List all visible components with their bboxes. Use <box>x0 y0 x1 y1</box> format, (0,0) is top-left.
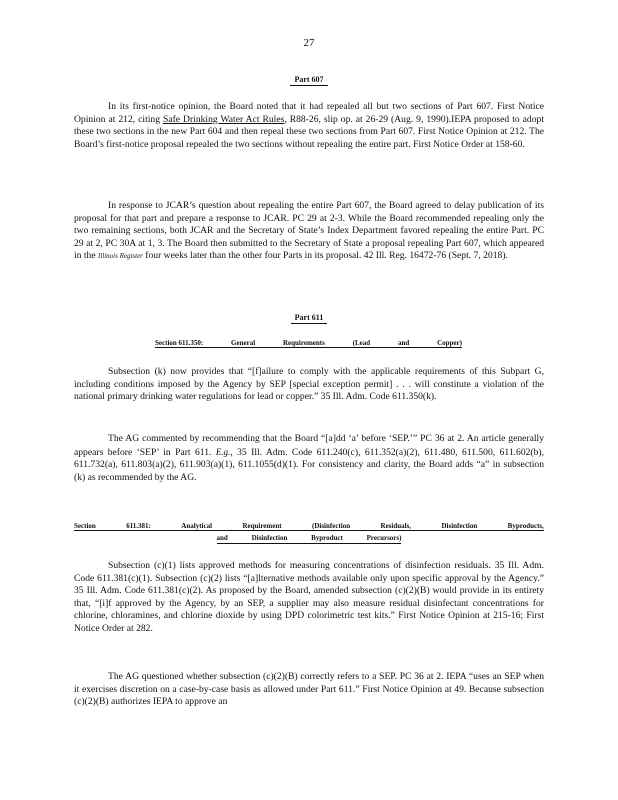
case-citation: Safe Drinking Water Act Rules <box>163 113 285 125</box>
page-number: 27 <box>303 37 315 49</box>
paragraph-611-381-2: The AG questioned whether subsection (c)(2)(B) correctly refers to a SEP. PC 36 at 2. IEPA “uses an SEP when it exercises discretion on a case-by-case basis as allowed under Part 611.” First Notice Opinion at 49. Because subsection (c)(2)(B) authorizes IEPA to approve an <box>74 671 544 708</box>
paragraph-611-350-2: The AG commented by recommending that the Board “[a]dd ‘a’ before ‘SEP.’” PC 36 at 2. An article generally appears before ‘SEP’ in Part 611. E.g., 35 Ill. Adm. Code 611.240(c), 611.352(a)(2), 611.480, 611.500, 611.602(b), 611.732(a), 611.803(a)(2), 611.903(a)(1), 611.1055(d)(1). For consistency and clarity, the Board adds “a” in subsection (k) as recommended by the AG. <box>74 433 544 483</box>
part-611-heading: Part 611 <box>0 313 618 322</box>
paragraph-part-607-1: In its first-notice opinion, the Board noted that it had repealed all but two sections of Part 607. First Notice Opinion at 212, citing Safe Drinking Water Act Rules, R88-26, slip op. at 26-29 (Aug. 9, 1990).IEPA proposed to adopt these two sections in the new Part 604 and then repeal these two sections from Part 607. First Notice Opinion at 212. The Board’s first-notice proposal repealed the two sections without repealing the entire part. First Notice Order at 158-60. <box>74 101 544 150</box>
illinois-register-italic: Illinois Register <box>97 252 143 261</box>
paragraph-611-350-1: Subsection (k) now provides that “[f]ailure to comply with the applicable requirements of this Subpart G, including conditions imposed by the Agency by SEP [special exception permit] . . . will constitute a violation of the national primary drinking water regulations for lead or copper.” 35 Ill. Adm. Code 611.350(k). <box>74 366 544 403</box>
part-607-heading: Part 607 <box>0 75 618 84</box>
paragraph-611-381-1: Subsection (c)(1) lists approved methods for measuring concentrations of disinfection residuals. 35 Ill. Adm. Code 611.381(c)(1). Subsection (c)(2) lists “[a]lternative methods available only upon specific approval by the Agency.” 35 Ill. Adm. Code 611.381(c)(2). As proposed by the Board, amended subsection (c)(2)(B) would provide in its entirety that, “[i]f approved by the Agency, by an SEP, a supplier may also measure residual disinfectant concentrations for chlorine, chloramines, and chlorine dioxide by using DPD colorimetric test kits.” First Notice Opinion at 215-16; First Notice Order at 282. <box>74 560 544 634</box>
section-611-350-heading: Section 611.350: General Requirements (Lead and Copper) <box>155 339 462 347</box>
section-611-381-heading: Section 611.381: Analytical Requirement (Disinfection Residuals, Disinfection Byproducts, and Disinfection Byproduct Precursors) <box>74 522 544 542</box>
paragraph-part-607-2: In response to JCAR’s question about repealing the entire Part 607, the Board agreed to delay publication of its proposal for that part and prepare a response to JCAR. PC 29 at 2-3. While the Board recommended repealing only the two remaining sections, both JCAR and the Secretary of State’s Index Department favored repealing the entire Part. PC 29 at 2, PC 30A at 1, 3. The Board then submitted to the Secretary of State a proposal repealing Part 607, which appeared in the Illinois Register four weeks later than the other four Parts in its proposal. 42 Ill. Reg. 16472-76 (Sept. 7, 2018). <box>74 200 544 262</box>
